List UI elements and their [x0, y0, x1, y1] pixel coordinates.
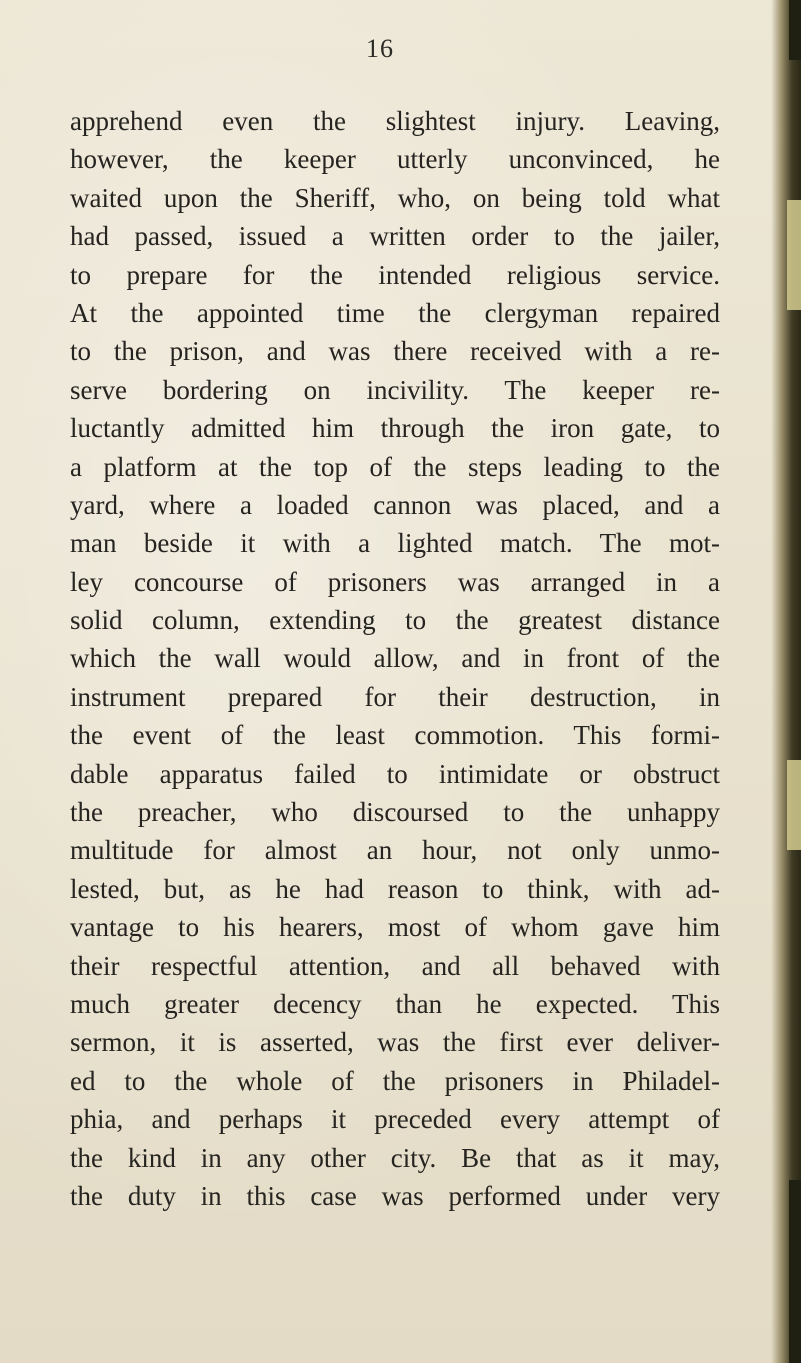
text-line: yard, where a loaded cannon was placed, and a — [70, 489, 720, 520]
text-line: lested, but, as he had reason to think, with ad- — [70, 873, 720, 904]
text-line: solid column, extending to the greatest distance — [70, 605, 720, 636]
text-line: their respectful attention, and all behaved with — [70, 950, 720, 981]
text-line: the preacher, who discoursed to the unhappy — [70, 797, 720, 828]
binding-shadow-top — [789, 0, 801, 60]
text-line: sermon, it is asserted, was the first ever deliver- — [70, 1027, 720, 1058]
text-line: to prepare for the intended religious service. — [70, 259, 720, 290]
text-line: serve bordering on incivility. The keeper re- — [70, 374, 720, 405]
text-line: instrument prepared for their destruction, in — [70, 681, 720, 712]
text-line: the duty in this case was performed under very — [70, 1180, 720, 1211]
text-line: the event of the least commotion. This formi- — [70, 720, 720, 751]
text-line: had passed, issued a written order to the jailer, — [70, 221, 720, 252]
text-line: waited upon the Sheriff, who, on being told what — [70, 182, 720, 213]
text-line: much greater decency than he expected. This — [70, 988, 720, 1019]
text-line: luctantly admitted him through the iron gate, to — [70, 413, 720, 444]
text-line: vantage to his hearers, most of whom gave him — [70, 912, 720, 943]
text-line: apprehend even the slightest injury. Leaving, — [70, 106, 720, 136]
page-number: 16 — [366, 34, 394, 63]
binding-edge — [771, 0, 801, 1363]
text-line: the kind in any other city. Be that as it may, — [70, 1142, 720, 1173]
binding-highlight — [787, 760, 801, 850]
text-line: man beside it with a lighted match. The mot- — [70, 528, 720, 559]
text-line: ley concourse of prisoners was arranged in a — [70, 566, 720, 597]
text-line: to the prison, and was there received with a re- — [70, 336, 720, 367]
body-text — [70, 102, 720, 1215]
binding-highlight — [787, 200, 801, 310]
text-line: however, the keeper utterly unconvinced, he — [70, 144, 720, 175]
text-line: phia, and perhaps it preceded every attempt of — [70, 1104, 720, 1135]
text-line: ed to the whole of the prisoners in Philadel- — [70, 1065, 720, 1096]
text-line: At the appointed time the clergyman repaired — [70, 297, 720, 328]
binding-shadow-bottom — [789, 1180, 801, 1363]
text-line: multitude for almost an hour, not only unmo- — [70, 835, 720, 866]
text-line: which the wall would allow, and in front of the — [70, 643, 720, 674]
text-line: a platform at the top of the steps leading to the — [70, 451, 720, 482]
text-line: dable apparatus failed to intimidate or obstruct — [70, 758, 720, 789]
